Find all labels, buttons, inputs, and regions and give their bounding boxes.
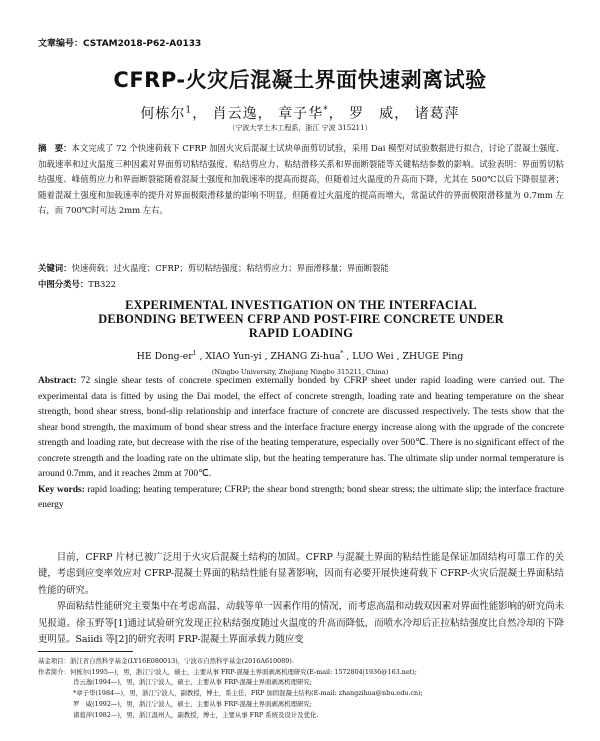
keywords-en-text: rapid loading; heating temperature; CFRP; the shear bond strength; bond shear stress; the ultimate slip; the interface fracture energy [38,484,565,510]
classification-label: 中图分类号： [38,279,89,289]
title-en-line: DEBONDING BETWEEN CFRP AND POST-FIRE CONCRETE UNDER [98,312,504,326]
author-en: HE Dong-$er^1$ [136,349,197,362]
author-en: ZHANG Zi-hua* [270,349,344,362]
authors-chinese: 何栋尔$^1$， 肖云逸， 章子华*， 罗 威， 诸葛萍 [140,105,460,122]
footnotes [38,656,564,720]
abstract-cn-label: 摘 要： [38,143,72,153]
article-number: 文章编号：CSTAM2018-P62-A0133 [38,39,202,49]
title-en-line: EXPERIMENTAL INVESTIGATION ON THE INTERFACIAL [125,298,477,312]
author-en: LUO Wei [352,351,394,362]
affiliation-chinese: （宁波大学土木工程系，浙江 宁波 315211） [228,124,372,132]
title-chinese: CFRP-火灾后混凝土界面快速剥离试验 [113,68,487,92]
author-cn: 肖云逸 [212,106,258,122]
authors-english: HE Dong-$er^1$ , XIAO Yun-yi , ZHANG Zi-hua* , LUO Wei , ZHUGE Ping [136,349,464,362]
footnote-funding: 基金项目：浙江省自然科学基金(LY16E080013)，宁波市自然科学基金(2016A610089). [38,657,294,665]
footnote-author-bio: 肖云逸(1994—)，男，浙江宁波人，硕士，主要从事 FRP-混凝土界面剥离机理研究; [73,678,312,687]
keywords-en-label: Key words: [38,484,85,495]
footnote-author-bio: 罗 威(1992—)，男，浙江宁波人，硕士，主要从事 FRP-混凝土界面剥离机理研究; [73,699,312,708]
abstract-en-text: 72 single shear tests of concrete specimen externally bonded by CFRP sheet under rapid loading were carried out. The experimental data is fitted by using the Dai model, the effect of concrete strength, loading rate and heating temperature on the shear strength, bond shear stress, bond-slip relationship and interface fracture of concrete are discussed respectively. The tests show that the shear bond strength, the maximum of bond shear stress and the interface fracture energy increase along with the upgrade of the concrete strength and loading rate, but decrease with the rise of the heating temperature, especially over 500℃. There is no significant effect of the concrete strength and the loading rate on the ultimate slip, but the heating temperature has. The ultimate slip under normal temperature is around 0.7mm, and it reaches 2mm at 700℃. [38,376,564,479]
abstract-cn-text: 本文完成了 72 个快速荷载下 CFRP 加固火灾后混凝土试块单面剪切试验，采用 Dai 模型对试验数据进行拟合，讨论了混凝土强度、加载速率和过火温度三种因素对界面剪切粘结强度、粘结剪应力、粘结滑移关系和界面断裂能等关键粘结参数的影响。试验表明：界面剪切粘结强度、峰值剪应力和界面断裂能随着混凝土强度和加载速率的提高而提高，但随着过火温度的升高而下降，尤其在 500℃以后下降很显著；随着混凝土强度和加载速率的提升对界面极限滑移量的影响不明显，但随着过火温度的提高而增大，常温试件的界面极限滑移量为 0.7mm 左右，而 700℃时可达 2mm 左右。 [38,143,564,215]
abstract-chinese [38,141,564,219]
affiliation-english: (Ningbo University, Zhejiang Ningbo 315211, China) [211,368,389,376]
abstract-en-paragraph [38,374,564,483]
title-en-line: RAPID LOADING [248,326,354,340]
author-cn: 何栋尔$^1$ [140,105,193,122]
keywords-chinese [38,262,564,274]
author-cn: 章子华* [278,105,329,122]
author-cn: 诸葛萍 [414,106,460,122]
body-paragraph: 界面粘结性能研究主要集中在考虑高温、动载等单一因素作用的情况，而考虑高温和动载双因素对界面性能影响的研究尚未见报道。徐玉野等[1]通过试验研究发现正拉粘结强度随过火温度的升高而降低，而喷水冷却后正拉粘结强度比自然冷却的下降更明显。Saiidi 等[2]的研究表明 FRP-混凝土界面承载力随应变 [38,601,564,646]
body-paragraph: 目前，CFRP 片材已被广泛用于火灾后混凝土结构的加固。CFRP 与混凝土界面的粘结性能是保证加固结构可靠工作的关键，考虑到应变率效应对 CFRP-混凝土界面的粘结性能有显著影响，因而有必要开展快速荷载下 CFRP-火灾后混凝土界面粘结性能的研究。 [38,552,564,596]
author-en: XIAO Yun-yi [205,351,262,362]
classification-text: TB322 [88,279,116,289]
classification-number [38,278,564,290]
footnote-author-bio: 诸葛萍(1982—)，男，浙江温州人，副教授，博士，主要从事 FRP 系统及设计及优化. [73,710,319,719]
keywords-english [38,483,564,514]
keywords-cn-label: 关键词： [38,263,72,273]
abstract-en-label: Abstract: [38,376,77,386]
author-cn: 罗 威 [349,106,395,122]
title-english [38,298,564,340]
footnote-divider [38,651,133,652]
abstract-english [38,374,564,514]
footnote-author-bio: *章子华(1984—)，男，浙江宁波人，副教授，博士，系主任，FRP 加固混凝土结构(E-mail: zhangzihua@nbu.edu.cn); [73,689,423,698]
body-text [38,550,564,648]
footnote-author-bio: 作者简介：何栋尔(1995—)，男，浙江宁波人，硕士，主要从事 FRP-混凝土界面剥离机理研究(E-mail: 1572804|1936@163.net); [38,667,417,676]
keywords-cn-text: 快速荷载；过火温度；CFRP；剪切粘结强度；粘结剪应力；界面滑移量；界面断裂能 [71,263,389,273]
author-en: ZHUGE Ping [402,351,464,362]
